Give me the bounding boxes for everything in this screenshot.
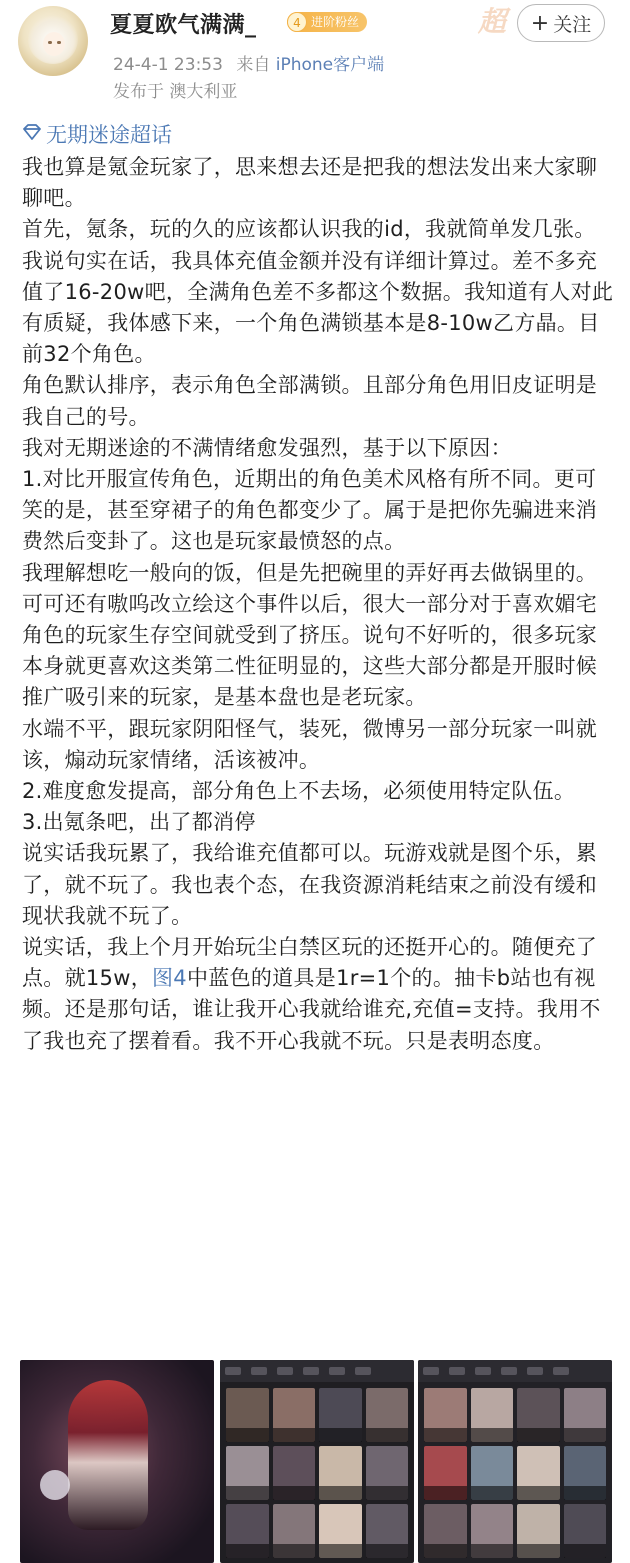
- paragraph: 首先，氪条，玩的久的应该都认识我的id，我就简单发几张。我说句实在话，我具体充值金额并没有详细计算过。差不多充值了16-20w吧，全满角色差不多都这个数据。我知道有人对此有质疑，我体感下来，一个角色满锁基本是8-10w乙方晶。目前32个角色。: [22, 217, 614, 367]
- image-thumbnail[interactable]: [418, 1360, 612, 1563]
- character-card: [471, 1388, 514, 1442]
- fan-badge[interactable]: [287, 12, 367, 32]
- character-card: [366, 1446, 409, 1500]
- from-prefix: 来自: [236, 55, 271, 75]
- topic-label: 无期迷途超话: [46, 123, 172, 147]
- game-toolbar: [418, 1360, 612, 1382]
- character-card: [319, 1388, 362, 1442]
- follow-label: 关注: [553, 13, 592, 36]
- paragraph: 我也算是氪金玩家了，思来想去还是把我的想法发出来大家聊聊吧。: [22, 155, 598, 211]
- avatar-face: [43, 32, 65, 56]
- character-card: [517, 1446, 560, 1500]
- character-card: [517, 1388, 560, 1442]
- paragraph: 3.出氪条吧，出了都消停: [22, 810, 256, 835]
- character-card: [273, 1504, 316, 1558]
- plus-icon: +: [530, 10, 550, 36]
- paragraph: 我理解想吃一般向的饭，但是先把碗里的弄好再去做锅里的。可可还有嗷呜改立绘这个事件以后，很大一部分对于喜欢媚宅角色的玩家生存空间就受到了挤压。说句不好听的，很多玩家本身就更喜欢这类第二性征明显的，这些大部分都是开服时候推广吸引来的玩家，是基本盘也是老玩家。: [22, 560, 598, 710]
- character-grid: [226, 1388, 408, 1558]
- light-orb: [40, 1470, 70, 1500]
- paragraph: [22, 932, 614, 1057]
- avatar-eye: [57, 41, 61, 44]
- character-card: [424, 1446, 467, 1500]
- character-card: [273, 1446, 316, 1500]
- badge-text: 进阶粉丝: [311, 15, 360, 29]
- character-card: [366, 1388, 409, 1442]
- paragraph: 我对无期迷途的不满情绪愈发强烈，基于以下原因：: [22, 435, 512, 460]
- character-card: [319, 1446, 362, 1500]
- post-time: 24-4-1 23:53: [113, 55, 223, 75]
- diamond-icon: [22, 124, 42, 145]
- topic-link[interactable]: [22, 119, 172, 149]
- image-link[interactable]: 图4: [152, 966, 187, 991]
- character-card: [424, 1504, 467, 1558]
- character-card: [564, 1388, 607, 1442]
- character-card: [226, 1446, 269, 1500]
- post-meta: [113, 50, 384, 75]
- corner-decoration: 超: [478, 5, 508, 38]
- character-card: [366, 1504, 409, 1558]
- image-thumbnail[interactable]: [220, 1360, 414, 1563]
- character-card: [471, 1504, 514, 1558]
- character-card: [226, 1504, 269, 1558]
- post-content: [22, 152, 614, 1057]
- character-card: [517, 1504, 560, 1558]
- character-card: [226, 1388, 269, 1442]
- character-card: [424, 1388, 467, 1442]
- character-card: [471, 1446, 514, 1500]
- image-gallery: [20, 1360, 612, 1563]
- paragraph-text: 说实话，我上个月开始玩尘白禁区玩的还挺开心的。随便充了点。就15w，: [22, 935, 598, 991]
- badge-level: 4: [287, 12, 307, 32]
- avatar-eye: [48, 41, 52, 44]
- game-toolbar: [220, 1360, 414, 1382]
- character-card: [564, 1446, 607, 1500]
- character-figure: [68, 1380, 148, 1530]
- image-thumbnail[interactable]: [20, 1360, 214, 1563]
- username[interactable]: 夏夏欧气满满_: [110, 13, 257, 38]
- paragraph-text: 中蓝色的道具是1r=1个的。抽卡b站也有视频。还是那句话，谁让我开心我就给谁充,充值=支持。我用不了我也充了摆着看。我不开心我就不玩。只是表明态度。: [22, 966, 601, 1053]
- post-header: [0, 0, 630, 110]
- paragraph: 角色默认排序，表示角色全部满锁。且部分角色用旧皮证明是我自己的号。: [22, 373, 598, 429]
- character-card: [273, 1388, 316, 1442]
- character-card: [564, 1504, 607, 1558]
- character-grid: [424, 1388, 606, 1558]
- paragraph: 1.对比开服宣传角色，近期出的角色美术风格有所不同。更可笑的是，甚至穿裙子的角色都变少了。属于是把你先骗进来消费然后变卦了。这也是玩家最愤怒的点。: [22, 467, 598, 554]
- paragraph: 水端不平，跟玩家阴阳怪气，装死，微博另一部分玩家一叫就该，煽动玩家情绪，活该被冲。: [22, 716, 598, 772]
- follow-button[interactable]: [517, 4, 605, 42]
- paragraph: 说实话我玩累了，我给谁充值都可以。玩游戏就是图个乐，累了，就不玩了。我也表个态，在我资源消耗结束之前没有缓和现状我就不玩了。: [22, 841, 598, 928]
- avatar[interactable]: [18, 6, 88, 76]
- character-card: [319, 1504, 362, 1558]
- paragraph: 2.难度愈发提高，部分角色上不去场，必须使用特定队伍。: [22, 779, 576, 804]
- post-location: 发布于 澳大利亚: [113, 82, 238, 102]
- post-source[interactable]: iPhone客户端: [275, 55, 385, 75]
